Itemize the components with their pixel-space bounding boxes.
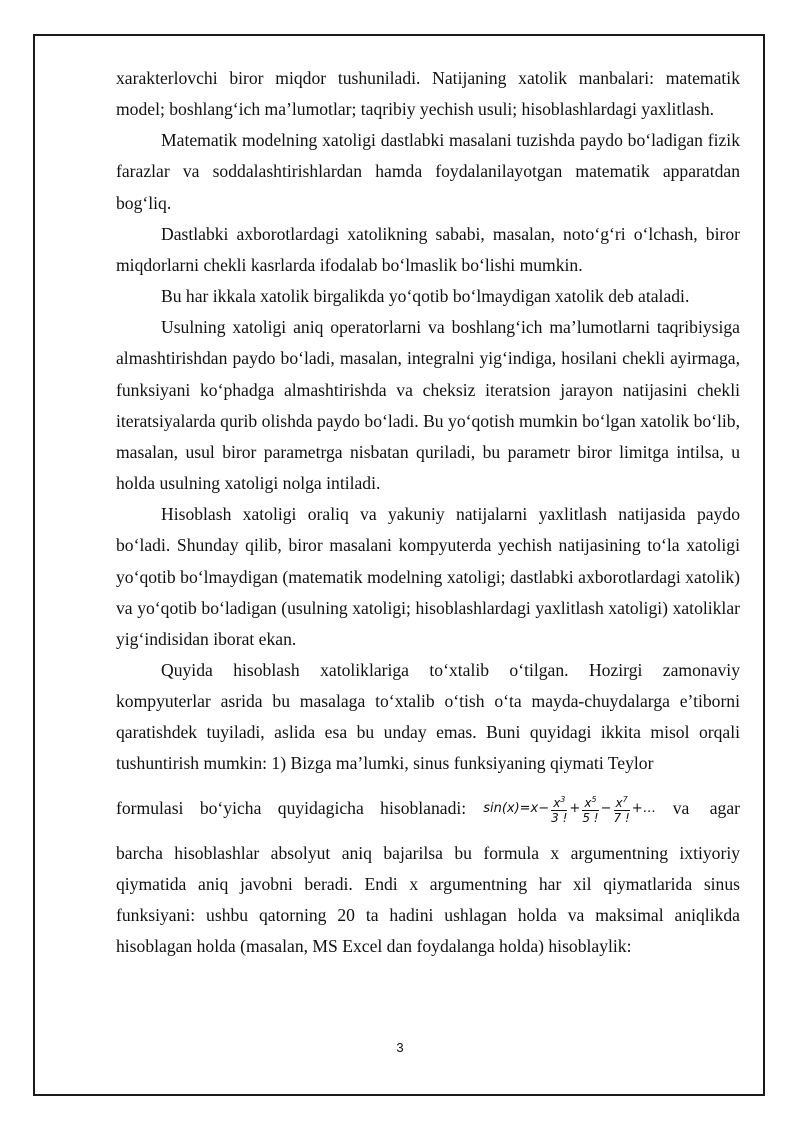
paragraph-1: xarakterlovchi biror miqdor tushuniladi. Natijaning xatolik manbalari: matematik model; boshlang‘ich ma’lumotlar; taqribiy yechish usuli; hisoblashlardagi yaxlitlash. <box>116 68 740 120</box>
paragraph-3: Dastlabki axborotlardagi xatolikning sababi, masalan, noto‘g‘ri o‘lchash, biror miqdorlarni chekli kasrlarda ifodalab bo‘lmaslik bo‘lishi mumkin. <box>116 223 740 275</box>
paragraph-4: Bu har ikkala xatolik birgalikda yo‘qotib bo‘lmaydigan xatolik deb ataladi. <box>161 286 690 307</box>
paragraph-7: Quyida hisoblash xatoliklariga to‘xtalib o‘tilgan. Hozirgi zamonaviy kompyuterlar asrida bu masalaga to‘xtalib o‘tish o‘ta mayda-chuydalarga e’tiborni qaratishdek tuyiladi, aslida esa bu unday emas. Buni quyidagi ikkita misol orqali tushuntirish mumkin: 1) Bizga ma’lumki, sinus funksiyaning qiymati Teylor <box>116 659 740 774</box>
formula-tail: +… <box>631 801 656 817</box>
formula-term-x5: $\frac{x^5}{5 !}$ <box>582 794 599 825</box>
page-body <box>116 63 740 962</box>
formula-op-minus: − <box>600 801 612 817</box>
paragraph-8: barcha hisoblashlar absolyut aniq bajarilsa bu formula x argumentning ixtiyoriy qiymatida aniq javobni beradi. Endi x argumentning har xil qiymatlarida sinus funksiyani: ushbu qatorning 20 ta hadini ushlagan holda va maksimal aniqlikda hisoblagan holda (masalan, MS Excel dan foydalanga holda) hisoblaylik: <box>116 842 740 957</box>
paragraph-2: Matematik modelning xatoligi dastlabki masalani tuzishda paydo bo‘ladigan fizik farazlar va soddalashtirishlardan hamda foydalanilayotgan matematik apparatdan bog‘liq. <box>116 130 740 213</box>
formula-lead-text: formulasi bo‘yicha quyidagicha hisoblanadi: <box>116 798 467 819</box>
page-number: 3 <box>396 1040 404 1055</box>
formula-trailing-text: va agar <box>672 798 740 819</box>
formula-lhs: sin(x)=x− <box>483 801 550 817</box>
formula-term-x3: $\frac{x^3}{3 !}$ <box>551 794 568 825</box>
formula-term-x7: $\frac{x^7}{7 !}$ <box>613 794 630 825</box>
paragraph-6: Hisoblash xatoligi oraliq va yakuniy natijalarni yaxlitlash natijasida paydo bo‘ladi. Shunday qilib, biror masalani kompyuterda yechish natijasining to‘la xatoligi yo‘qotib bo‘lmaydigan (matematik modelning xatoligi; dastlabki axborotlardagi xatolik) va yo‘qotib bo‘ladigan (usulning xatoligi; hisoblashlardagi yaxlitlash xatoligi) xatoliklar yig‘indisidan iborat ekan. <box>116 504 740 649</box>
sine-taylor-formula <box>483 793 655 825</box>
formula-op-plus: + <box>569 801 581 817</box>
taylor-formula-line <box>116 780 740 838</box>
paragraph-5: Usulning xatoligi aniq operatorlarni va boshlang‘ich ma’lumotlarni taqribiysiga almashtirishdan paydo bo‘ladi, masalan, integralni yig‘indiga, hosilani chekli ayirmaga, funksiyani ko‘phadga almashtirishda va cheksiz iteratsion jarayon natijasini chekli iteratsiyalarda qurib olishda paydo bo‘ladi. Bu yo‘qotish mumkin bo‘lgan xatolik bo‘lib, masalan, usul biror parametrga nisbatan quriladi, bu parametr biror limitga intilsa, u holda usulning xatoligi nolga intiladi. <box>116 317 740 494</box>
